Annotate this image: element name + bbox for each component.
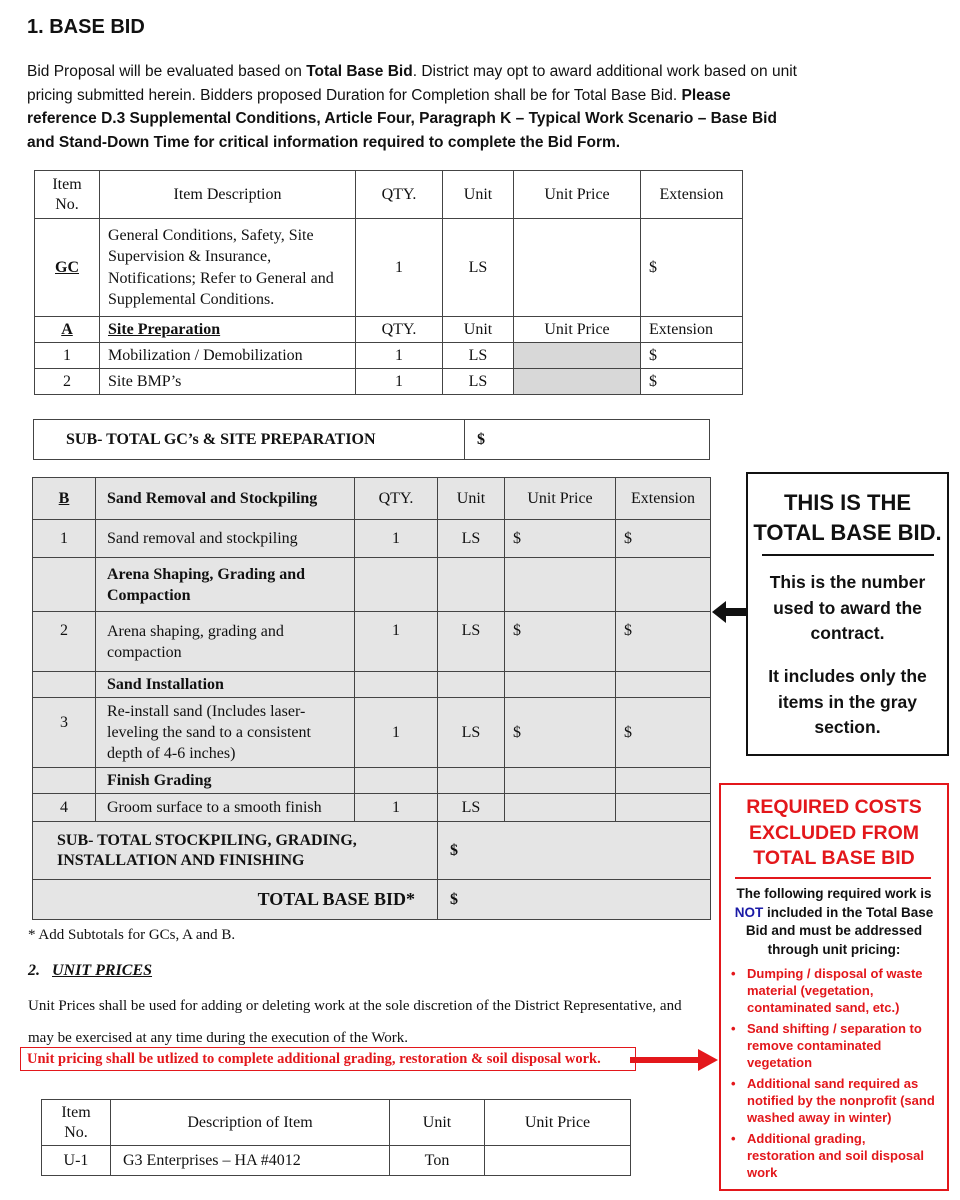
list-item: • Sand shifting / separation to remove contaminated vegetation (721, 1020, 935, 1071)
row-qty: 1 (355, 698, 438, 768)
callout-title: THIS IS THE TOTAL BASE BID. (753, 490, 942, 545)
subsection-title-shaping: Arena Shaping, Grading and Compaction (96, 558, 355, 612)
col-extension: Extension (641, 171, 743, 219)
intro-total-base-bid: Total Base Bid (306, 63, 413, 80)
row-description: Groom surface to a smooth finish (96, 794, 355, 822)
table-row (33, 520, 711, 558)
subsection-header-row (33, 672, 711, 698)
row-unit-price: $ (505, 612, 616, 672)
row-extension (616, 794, 711, 822)
row-qty: 1 (355, 794, 438, 822)
excluded-items-list (721, 965, 935, 1185)
blank-cell (616, 558, 711, 612)
blank-cell (505, 768, 616, 794)
table-header-row (42, 1100, 631, 1146)
gc-item-no: GC (35, 219, 100, 317)
intro-not: NOT (734, 904, 764, 920)
gc-site-prep-table (34, 170, 743, 395)
blank-cell (33, 768, 96, 794)
list-item: • Additional sand required as notified by the nonprofit (sand washed away in winter) (721, 1075, 935, 1126)
row-description: Site BMP’s (100, 369, 356, 395)
subsection-header-row (33, 558, 711, 612)
blank-cell (355, 558, 438, 612)
unit-price-table (41, 1099, 631, 1176)
row-unit: LS (438, 698, 505, 768)
row-qty: 1 (355, 520, 438, 558)
gc-unit-price (514, 219, 641, 317)
row-description: Re-install sand (Includes laser-leveling the sand to a consistent depth of 4-6 inches) (96, 698, 355, 768)
base-bid-intro (27, 60, 797, 154)
row-unit-price (485, 1146, 631, 1176)
table-row-gc (35, 219, 743, 317)
intro-b: included in the Total Base Bid and must be addressed through unit pricing: (745, 904, 934, 957)
row-qty: 1 (356, 343, 443, 369)
intro-reference: Please reference D.3 Supplemental Conditions, Article Four, Paragraph K – Typical Work Scenario – Base Bid and Stand-Down Time for critical information required to complete the Bid Form. (27, 86, 777, 151)
excluded-costs-callout (719, 783, 949, 1191)
col-unit: Unit (390, 1100, 485, 1146)
row-unit: LS (438, 520, 505, 558)
section-b-qty: QTY. (355, 478, 438, 520)
gc-qty: 1 (356, 219, 443, 317)
callout-text-2: It includes only the items in the gray section. (768, 666, 927, 737)
footnote: * Add Subtotals for GCs, A and B. (28, 927, 236, 943)
blank-cell (505, 672, 616, 698)
blank-cell (355, 768, 438, 794)
section-a-title: Site Preparation (100, 317, 356, 343)
row-description: Sand removal and stockpiling (96, 520, 355, 558)
row-unit-price-shaded (514, 343, 641, 369)
gc-description: General Conditions, Safety, Site Supervision & Insurance, Notifications; Refer to General and Supplemental Conditions. (100, 219, 356, 317)
row-extension: $ (641, 369, 743, 395)
table-row (33, 612, 711, 672)
left-arrow-icon (712, 599, 748, 625)
blank-cell (438, 558, 505, 612)
table-row (35, 343, 743, 369)
row-extension: $ (616, 520, 711, 558)
section-a-unit: Unit (443, 317, 514, 343)
blank-cell (33, 558, 96, 612)
section-b-header-row (33, 478, 711, 520)
row-description: G3 Enterprises – HA #4012 (111, 1146, 390, 1176)
row-description: Mobilization / Demobilization (100, 343, 356, 369)
list-item: • Dumping / disposal of waste material (vegetation, contaminated sand, etc.) (721, 965, 935, 1016)
blank-cell (616, 672, 711, 698)
col-item-no: Item No. (35, 171, 100, 219)
table-row (33, 698, 711, 768)
row-extension: $ (616, 698, 711, 768)
blank-cell (33, 672, 96, 698)
intro-text-2: . District may opt to award additional work based on unit pricing submitted herein. Bidders proposed Duration for Completion shall be for Total Base Bid. (27, 63, 797, 104)
row-unit: LS (443, 369, 514, 395)
section-b-no: B (33, 478, 96, 520)
row-unit: LS (438, 612, 505, 672)
gc-unit: LS (443, 219, 514, 317)
blank-cell (438, 768, 505, 794)
section-a-unit-price: Unit Price (514, 317, 641, 343)
blank-cell (505, 558, 616, 612)
section-b-extension: Extension (616, 478, 711, 520)
section-title: UNIT PRICES (52, 962, 153, 979)
col-qty: QTY. (356, 171, 443, 219)
section-a-header-row (35, 317, 743, 343)
section-b-title: Sand Removal and Stockpiling (96, 478, 355, 520)
red-arrow-icon (630, 1047, 720, 1073)
blank-cell (355, 672, 438, 698)
callout-red-intro (731, 885, 937, 959)
row-unit-price: $ (505, 520, 616, 558)
section-number: 2. (28, 962, 40, 979)
callout-red-divider (735, 877, 931, 879)
subtotal-b-value: $ (438, 822, 711, 880)
total-base-bid-row (33, 880, 711, 920)
col-item-description: Item Description (100, 171, 356, 219)
col-description: Description of Item (111, 1100, 390, 1146)
row-no: 2 (33, 612, 96, 672)
intro-a: The following required work is (736, 886, 932, 901)
section-heading-unit-prices (28, 962, 152, 980)
row-unit-price: $ (505, 698, 616, 768)
section-a-extension: Extension (641, 317, 743, 343)
section-heading-base-bid: 1. BASE BID (27, 16, 145, 38)
row-description: Arena shaping, grading and compaction (96, 612, 355, 672)
callout-divider (762, 554, 934, 556)
row-unit-price (505, 794, 616, 822)
col-unit-price: Unit Price (514, 171, 641, 219)
subtotal-gc-site-prep (33, 419, 710, 460)
subsection-header-row (33, 768, 711, 794)
row-extension: $ (641, 343, 743, 369)
col-unit: Unit (443, 171, 514, 219)
row-no: 3 (33, 698, 96, 768)
col-unit-price: Unit Price (485, 1100, 631, 1146)
row-qty: 1 (355, 612, 438, 672)
total-base-bid-label: TOTAL BASE BID* (33, 880, 438, 920)
row-no: 2 (35, 369, 100, 395)
list-item: • Additional grading, restoration and soil disposal work (721, 1130, 935, 1181)
subsection-title-finish-grading: Finish Grading (96, 768, 355, 794)
section-a-qty: QTY. (356, 317, 443, 343)
subsection-title-sand-installation: Sand Installation (96, 672, 355, 698)
subtotal-b-row (33, 822, 711, 880)
row-no: 1 (33, 520, 96, 558)
total-base-bid-callout (746, 472, 949, 756)
section-a-no: A (35, 317, 100, 343)
row-unit: Ton (390, 1146, 485, 1176)
section-b-unit-price: Unit Price (505, 478, 616, 520)
total-base-bid-value: $ (438, 880, 711, 920)
row-unit: LS (443, 343, 514, 369)
table-row (33, 794, 711, 822)
blank-cell (438, 672, 505, 698)
subtotal-label: SUB- TOTAL GC’s & SITE PREPARATION (34, 420, 465, 460)
unit-pricing-red-note: Unit pricing shall be utlized to complete additional grading, restoration & soil disposal work. (20, 1047, 636, 1071)
callout-red-title: REQUIRED COSTS EXCLUDED FROM TOTAL BASE BID (746, 796, 922, 869)
blank-cell (616, 768, 711, 794)
row-unit: LS (438, 794, 505, 822)
row-no: 4 (33, 794, 96, 822)
subtotal-b-label: SUB- TOTAL STOCKPILING, GRADING, INSTALLATION AND FINISHING (33, 822, 438, 880)
table-header-row (35, 171, 743, 219)
section-b-unit: Unit (438, 478, 505, 520)
row-no: U-1 (42, 1146, 111, 1176)
intro-text-1: Bid Proposal will be evaluated based on (27, 63, 307, 80)
total-base-bid-table (32, 477, 711, 920)
row-qty: 1 (356, 369, 443, 395)
row-unit-price-shaded (514, 369, 641, 395)
gc-extension: $ (641, 219, 743, 317)
callout-text-1: This is the number used to award the contract. (769, 572, 926, 643)
row-extension: $ (616, 612, 711, 672)
table-row (35, 369, 743, 395)
unit-prices-paragraph: Unit Prices shall be used for adding or deleting work at the sole discretion of the District Representative, and may be exercised at any time during the execution of the Work. (28, 998, 682, 1046)
col-item-no: Item No. (42, 1100, 111, 1146)
table-row (42, 1146, 631, 1176)
subtotal-value: $ (465, 420, 710, 460)
row-no: 1 (35, 343, 100, 369)
